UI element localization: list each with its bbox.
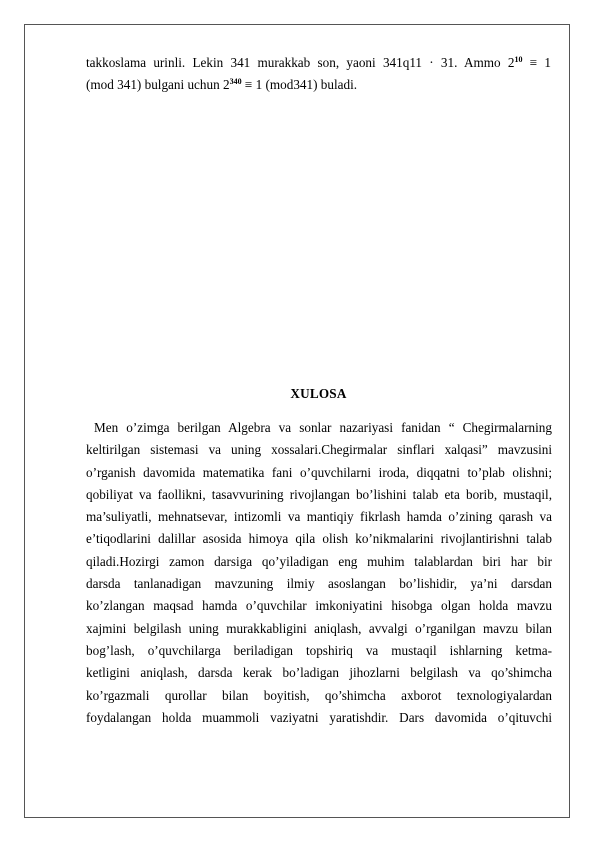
exponent: 340 bbox=[229, 76, 242, 86]
paragraph-line: ko’zlangan maqsad hamda o’quvchilar imkoniyatini hisobga olgan holda mavzu bbox=[86, 598, 552, 614]
paragraph-line: o’rganish davomida matematika fani o’quvchilarni iroda, diqqatni to’plab olishni; bbox=[86, 464, 552, 480]
paragraph-line: Men o’zimga berilgan Algebra va sonlar nazariyasi fanidan “ Chegirmalarning bbox=[94, 420, 552, 435]
paragraph-line: foydalangan holda muammoli vaziyatni yaratishdir. Dars davomida o’qituvchi bbox=[86, 709, 552, 725]
paragraph-line: qobiliyat va faollikni, tasavvurining rivojlangan bo’lishini talab eta borib, mustaqil, bbox=[86, 486, 552, 502]
paragraph-line: bog’lash, o’quvchilarga beriladigan topshiriq va mustaqil ishlarning ketma- bbox=[86, 642, 552, 658]
paragraph-line: darsda tanlanadigan mavzuning ilmiy asoslangan bo’lishidir, ya’ni darsdan bbox=[86, 576, 552, 592]
intro-paragraph bbox=[86, 52, 551, 96]
paragraph-line: ma’suliyatli, mehnatsevar, intizomli va mantiqiy fikrlash hamda o’zining qarash va bbox=[86, 509, 552, 525]
paragraph-line: xajmini belgilash uning murakkabligini aniqlash, avvalgi o’rganilgan mavzu bilan bbox=[86, 620, 552, 636]
intro-line-2-text: (mod 341) bulgani uchun 2 bbox=[86, 76, 230, 92]
exponent: 10 bbox=[514, 55, 523, 64]
paragraph-line: qiladi.Hozirgi zamon darsiga qo’yiladigan eng muhim talablardan biri har bir bbox=[86, 553, 552, 569]
paragraph-line: keltirilgan sistemasi va uning xossalari.Chegirmalar sinflari xalqasi” mavzusini bbox=[86, 442, 552, 458]
intro-line-2-tail: ≡ 1 (mod341) buladi. bbox=[241, 76, 358, 92]
intro-line-2 bbox=[86, 74, 551, 96]
intro-line-1-text: takkoslama urinli. Lekin 341 murakkab son, yaoni 341q11 · 31. Ammo 2 bbox=[86, 55, 515, 70]
paragraph-line: ketligini aniqlash, darsda kerak bo’ladigan jihozlarni belgilash va qo’shimcha bbox=[86, 665, 552, 681]
paragraph-line: e’tiqodlarini dalillar asosida himoya qila olish ko’nikmalarini rivojlantirishni talab bbox=[86, 531, 552, 547]
paragraph-line: ko’rgazmali qurollar bilan boyitish, qo’shimcha axborot texnologiyalardan bbox=[86, 687, 552, 703]
section-heading: XULOSA bbox=[290, 386, 347, 401]
intro-line-1-tail: ≡ 1 bbox=[522, 55, 552, 70]
conclusion-paragraph bbox=[86, 417, 552, 729]
intro-line-1 bbox=[86, 52, 551, 74]
